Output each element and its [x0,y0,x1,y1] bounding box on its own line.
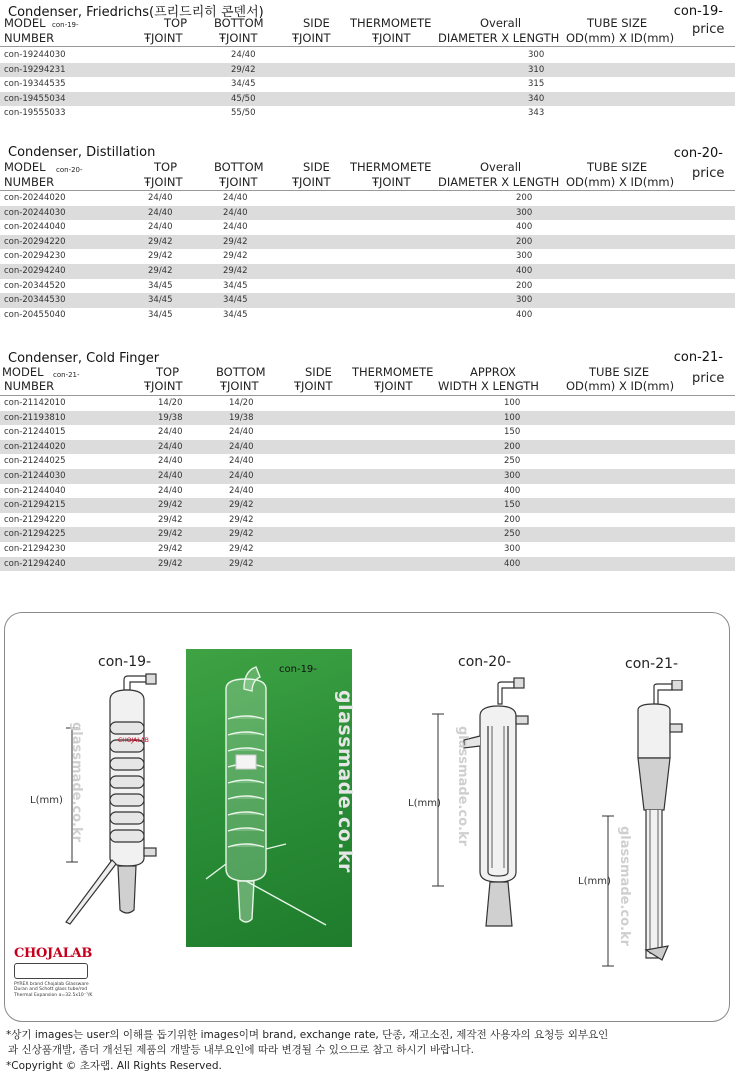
cell-top: 29/42 [148,251,173,262]
cell-top: 24/40 [148,207,173,218]
table-row [0,440,735,455]
watermark-text: glassmade.co.kr [617,826,632,947]
cell-top: 29/42 [148,265,173,276]
cell-dim: 400 [516,222,533,233]
stamp-label: CHOJALAB [118,737,149,744]
header-top-joint: ŦJOINT [144,379,183,393]
cell-bottom: 19/38 [229,412,254,423]
header-tube-bottom: OD(mm) X ID(mm) [566,175,675,189]
header-thermo: THERMOMETE [350,16,432,30]
length-label: L(mm) [30,795,63,806]
cell-bottom: 24/40 [223,222,248,233]
photo-label: con-19- [279,664,317,675]
table-row [0,249,735,264]
cell-dim: 150 [504,500,521,511]
header-thermo-joint: ŦJOINT [372,31,411,45]
table-row [0,411,735,426]
cell-model: con-21244040 [4,485,66,496]
cell-top: 24/40 [158,470,183,481]
cell-top: 24/40 [158,456,183,467]
header-top: TOP [154,160,178,174]
cell-top: 24/40 [158,427,183,438]
cell-bottom: 34/45 [223,295,248,306]
cell-bottom: 29/42 [229,529,254,540]
header-tube-bottom: OD(mm) X ID(mm) [566,379,675,393]
table-row [0,92,735,107]
cell-dim: 310 [528,64,545,75]
table-body [0,48,735,121]
table-row [0,425,735,440]
cell-dim: 300 [504,543,521,554]
cell-dim: 300 [516,295,533,306]
table-row [0,542,735,557]
cell-dim: 250 [504,456,521,467]
cell-bottom: 29/42 [229,543,254,554]
cell-dim: 200 [504,441,521,452]
watermark-text: glassmade.co.kr [455,726,470,847]
section-title: Condenser, Cold Finger [8,351,160,366]
diagram-label-con20: con-20- [458,654,512,670]
table-row [0,484,735,499]
header-bottom-joint: ŦJOINT [220,379,259,393]
cell-bottom: 34/45 [223,309,248,320]
logo-name: CHOJALAB [14,946,93,961]
cell-top: 24/40 [148,193,173,203]
header-model: MODEL [4,16,46,30]
cell-dim: 340 [528,93,545,104]
header-thermo-joint: ŦJOINT [372,175,411,189]
cell-bottom: 24/40 [231,50,256,60]
cell-top: 19/38 [158,412,183,423]
table-row [0,191,735,206]
header-tube-top: TUBE SIZE [587,16,648,30]
cell-top: 29/42 [148,236,173,247]
cell-dim: 300 [528,50,545,60]
cell-bottom: 24/40 [223,207,248,218]
cell-bottom: 24/40 [229,427,254,438]
cell-bottom: 34/45 [223,280,248,291]
cell-model: con-19294231 [4,64,66,75]
header-model: MODEL [2,365,44,379]
table-header [0,159,735,191]
cell-model: con-20244030 [4,207,66,218]
cell-model: con-19344535 [4,79,66,90]
header-thermo-joint: ŦJOINT [374,379,413,393]
table-row [0,454,735,469]
cell-model: con-19455034 [4,93,66,104]
cell-top: 34/45 [148,295,173,306]
table-row [0,527,735,542]
distillation-condenser-drawing [428,676,538,936]
table-row [0,293,735,308]
header-side: SIDE [303,160,330,174]
section-code: con-19- [673,4,723,19]
footer-note-line-2: 과 신상품개발, 좀더 개선된 제품의 개발등 내부요인에 따라 변경될 수 있으므로 참고 하시기 바랍니다. [8,1044,474,1056]
length-label: L(mm) [578,876,611,887]
table-row [0,264,735,279]
header-top-joint: ŦJOINT [144,175,183,189]
cell-model: con-20244040 [4,222,66,233]
table-row [0,308,735,323]
header-dim-top: APPROX [470,365,516,379]
cell-model: con-20294220 [4,236,66,247]
header-model: MODEL [4,160,46,174]
cell-top: 24/40 [158,485,183,496]
header-side: SIDE [305,365,332,379]
cell-dim: 343 [528,108,545,119]
header-dim-bottom: DIAMETER X LENGTH [438,175,560,189]
cell-dim: 300 [504,470,521,481]
cell-dim: 100 [504,398,521,408]
cold-finger-condenser-drawing [598,680,708,980]
cell-bottom: 29/42 [229,558,254,569]
cell-model: con-20455040 [4,309,66,320]
cell-dim: 200 [516,193,533,203]
header-bottom: BOTTOM [214,160,264,174]
header-bottom: BOTTOM [216,365,266,379]
header-number: NUMBER [4,175,55,189]
table-body [0,396,735,571]
cell-model: con-20244020 [4,193,66,203]
cell-dim: 400 [516,265,533,276]
diagram-label-con21: con-21- [625,656,679,672]
cell-bottom: 55/50 [231,108,256,119]
table-row [0,63,735,78]
header-tube-bottom: OD(mm) X ID(mm) [566,31,675,45]
header-number: NUMBER [4,379,55,393]
cell-dim: 200 [516,280,533,291]
header-dim-bottom: WIDTH X LENGTH [438,379,539,393]
cell-bottom: 29/42 [223,251,248,262]
cell-bottom: 29/42 [231,64,256,75]
cell-dim: 315 [528,79,545,90]
table-row [0,469,735,484]
header-side-joint: ŦJOINT [294,379,333,393]
length-label: L(mm) [408,798,441,809]
footer-note-line-1: *상기 images는 user의 이해를 돕기위한 images이며 brand, exchange rate, 단종, 재고소진, 제작전 사용자의 요청등 외부요인 [6,1029,609,1041]
table-row [0,498,735,513]
header-bottom-joint: ŦJOINT [219,175,258,189]
cell-model: con-21142010 [4,398,66,408]
table-header [0,15,735,47]
table-row [0,220,735,235]
table-header [0,365,735,396]
cell-model: con-21294220 [4,514,66,525]
cell-bottom: 24/40 [229,441,254,452]
cell-bottom: 24/40 [229,485,254,496]
cell-top: 14/20 [158,398,183,408]
header-tube-top: TUBE SIZE [589,365,650,379]
table-row [0,206,735,221]
section-code: con-20- [673,146,723,161]
header-model-code: con-21- [53,371,80,379]
cell-model: con-20344520 [4,280,66,291]
cell-bottom: 29/42 [229,500,254,511]
cell-dim: 100 [504,412,521,423]
cell-dim: 300 [516,207,533,218]
table-body [0,191,735,322]
header-bottom: BOTTOM [214,16,264,30]
cell-bottom: 29/42 [223,265,248,276]
cell-bottom: 24/40 [223,193,248,203]
header-price: price [692,371,725,386]
cell-model: con-21244015 [4,427,66,438]
watermark-text: glassmade.co.kr [69,722,84,843]
cell-dim: 200 [516,236,533,247]
cell-model: con-21294230 [4,543,66,554]
cell-top: 24/40 [148,222,173,233]
chojalab-logo [14,946,94,998]
section-title: Condenser, Distillation [8,145,156,160]
cell-bottom: 24/40 [229,456,254,467]
cell-top: 29/42 [158,500,183,511]
table-row [0,48,735,63]
header-top-joint: ŦJOINT [144,31,183,45]
watermark-text: glassmade.co.kr [334,690,356,873]
cell-model: con-21294225 [4,529,66,540]
cell-bottom: 34/45 [231,79,256,90]
header-side-joint: ŦJOINT [292,31,331,45]
logo-line-3: Thermal Expansion α=32.5x10⁻⁷/K [14,992,93,998]
cell-model: con-20344530 [4,295,66,306]
header-number: NUMBER [4,31,55,45]
cell-bottom: 14/20 [229,398,254,408]
table-row [0,235,735,250]
table-row [0,513,735,528]
header-tube-top: TUBE SIZE [587,160,648,174]
header-top: TOP [156,365,180,379]
cell-bottom: 45/50 [231,93,256,104]
cell-dim: 250 [504,529,521,540]
header-dim-bottom: DIAMETER X LENGTH [438,31,560,45]
cell-model: con-21244030 [4,470,66,481]
table-row [0,77,735,92]
cell-model: con-21294240 [4,558,66,569]
section-code: con-21- [673,350,723,365]
header-bottom-joint: ŦJOINT [219,31,258,45]
table-row [0,396,735,411]
header-thermo: THERMOMETE [352,365,434,379]
cell-bottom: 24/40 [229,470,254,481]
footer-copyright: *Copyright © 초자랩. All Rights Reserved. [6,1060,222,1072]
header-dim-top: Overall [480,16,522,30]
table-row [0,106,735,121]
diagram-label-con19: con-19- [98,654,152,670]
cell-model: con-21193810 [4,412,66,423]
cell-top: 34/45 [148,309,173,320]
cell-bottom: 29/42 [229,514,254,525]
header-price: price [692,166,725,181]
cell-model: con-21244025 [4,456,66,467]
logo-box [14,963,88,979]
cell-dim: 400 [504,558,521,569]
cell-top: 29/42 [158,514,183,525]
header-side: SIDE [303,16,330,30]
cell-model: con-21244020 [4,441,66,452]
header-model-code: con-20- [56,166,83,174]
logo-line-1: PYREX brand Chojalab Glassware [14,982,89,987]
product-photo [186,649,352,947]
cell-model: con-19555033 [4,108,66,119]
header-top: TOP [164,16,188,30]
cell-dim: 200 [504,514,521,525]
cell-top: 24/40 [158,441,183,452]
cell-model: con-20294230 [4,251,66,262]
table-row [0,557,735,572]
cell-dim: 400 [504,485,521,496]
cell-dim: 400 [516,309,533,320]
header-dim-top: Overall [480,160,522,174]
header-side-joint: ŦJOINT [292,175,331,189]
cell-model: con-19244030 [4,50,66,60]
cell-dim: 150 [504,427,521,438]
cell-dim: 300 [516,251,533,262]
cell-model: con-20294240 [4,265,66,276]
cell-bottom: 29/42 [223,236,248,247]
section-title: Condenser, Friedrichs(프리드리히 콘덴서) [8,5,264,20]
cell-top: 34/45 [148,280,173,291]
header-price: price [692,22,725,37]
cell-top: 29/42 [158,529,183,540]
header-thermo: THERMOMETE [350,160,432,174]
cell-model: con-21294215 [4,500,66,511]
cell-top: 29/42 [158,543,183,554]
logo-line-2: Duran and Schott glass tube/rod [14,987,88,993]
table-row [0,279,735,294]
cell-top: 29/42 [158,558,183,569]
header-model-code: con-19- [52,21,79,29]
